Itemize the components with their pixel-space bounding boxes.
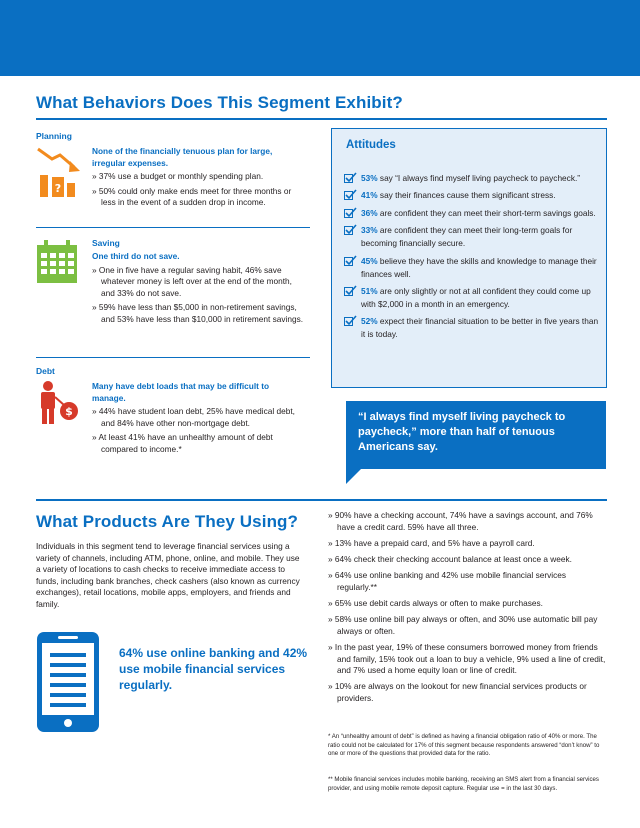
list-item: » 13% have a prepaid card, and 5% have a payroll card. [328, 537, 535, 548]
attitude-item: 33% are confident they can meet their long-term goals for becoming financially secure. [344, 224, 602, 250]
attitude-item: 52% expect their financial situation to be better in five years than it is today. [344, 315, 602, 341]
saving-lead: One third do not save. [92, 251, 180, 261]
attitude-item: 53% say “I always find myself living paycheck to paycheck.” [344, 172, 602, 185]
saving-label: Saving [92, 238, 120, 248]
checkbox-icon [344, 191, 353, 200]
planning-lead: None of the financially tenuous plan for large, irregular expenses. [92, 146, 273, 168]
list-item: » 65% use debit cards always or often to make purchases. [328, 597, 543, 608]
attitude-item: 45% believe they have the skills and knowledge to manage their finances well. [344, 255, 602, 281]
divider [36, 227, 310, 228]
checkbox-icon [344, 226, 353, 235]
behaviors-heading: What Behaviors Does This Segment Exhibit? [36, 93, 403, 112]
products-list [328, 510, 606, 709]
checkbox-icon [344, 174, 353, 183]
list-item: » 44% have student loan debt, 25% have medical debt, and 84% have other non-mortgage debt. [92, 406, 295, 428]
list-item: » One in five have a regular saving habit, 46% save whatever money is left over at the end of the month, and 33% do not save. [92, 264, 292, 298]
list-item: » 58% use online bill pay always or often, and 30% use automatic bill pay always or often. [328, 614, 598, 636]
checkbox-icon [344, 209, 353, 218]
attitude-item: 51% are only slightly or not at all confident they could come up with $2,000 in a month in an emergency. [344, 285, 602, 311]
attitude-item: 41% say their finances cause them significant stress. [344, 189, 602, 202]
divider [36, 357, 310, 358]
checkbox-icon [344, 287, 353, 296]
attitudes-box [331, 128, 607, 388]
list-item: » 64% check their checking account balance at least once a week. [328, 553, 572, 564]
mobile-phone-icon [36, 631, 100, 738]
svg-text:$: $ [65, 405, 73, 418]
list-item: » At least 41% have an unhealthy amount of debt compared to income.* [92, 432, 273, 454]
debt-block [92, 381, 304, 459]
products-rule [36, 499, 607, 501]
footnote: ** Mobile financial services includes mobile banking, receiving an SMS alert from a financial services provider, and using mobile remote deposit capture. Regular use = in the last 30 days. [328, 776, 599, 792]
declining-chart-icon [36, 145, 82, 204]
products-heading: What Products Are They Using? [36, 512, 299, 531]
header-band [0, 0, 640, 76]
mobile-callout: 64% use online banking and 42% use mobile financial services regularly. [119, 646, 308, 692]
behaviors-rule [36, 118, 607, 120]
checkbox-icon [344, 317, 353, 326]
person-with-debt-icon [36, 381, 80, 432]
planning-label: Planning [36, 131, 72, 141]
attitudes-title: Attitudes [346, 139, 396, 151]
attitude-item: 36% are confident they can meet their short-term savings goals. [344, 207, 602, 220]
list-item: » 59% have less than $5,000 in non-retirement savings, and 53% have less than $10,000 in retirement savings. [92, 302, 304, 324]
footnote: * An “unhealthy amount of debt” is defined as having a financial obligation ratio of 40% or more. The ratio could not be calculated for 17% of this segment because respondents answered “don’t know” to one or more of the questions that provided data for the ratio. [328, 733, 600, 758]
list-item: » 90% have a checking account, 74% have a savings account, and 76% have a credit card. 59% have all three. [328, 510, 593, 532]
svg-text:?: ? [54, 182, 62, 195]
list-item: » 64% use online banking and 42% use mobile financial services regularly.** [328, 570, 566, 592]
list-item: » 10% are always on the lookout for new financial services products or providers. [328, 681, 587, 703]
debt-lead: Many have debt loads that may be difficult to manage. [92, 381, 270, 403]
quote-callout: “I always find myself living paycheck to paycheck,” more than half of tenuous Americans say. [346, 401, 606, 469]
saving-block [92, 251, 304, 329]
checkbox-icon [344, 257, 353, 266]
attitudes-list [344, 172, 602, 346]
list-item: » In the past year, 19% of these consumers borrowed money from friends and family, 15% took out a loan to buy a vehicle, 9% used a line of credit, and 7% used a home equity loan or line of credit. [328, 641, 606, 676]
quote-tail [346, 468, 362, 484]
debt-label: Debt [36, 366, 55, 376]
calendar-icon [36, 240, 78, 289]
products-intro: Individuals in this segment tend to leverage financial services using a variety of channels, including ATM, phone, online, and mobile. They use a variety of locations to cash checks to receive immediate access to funds, including bank branches, check cashers (also known as currency exchanges), retail locations, mobile apps, employers, and friends and family. [36, 541, 300, 609]
list-item: » 50% could only make ends meet for three months or less in the event of a sudden drop in income. [92, 185, 292, 208]
planning-block [92, 146, 302, 212]
list-item: » 37% use a budget or monthly spending plan. [92, 171, 264, 182]
